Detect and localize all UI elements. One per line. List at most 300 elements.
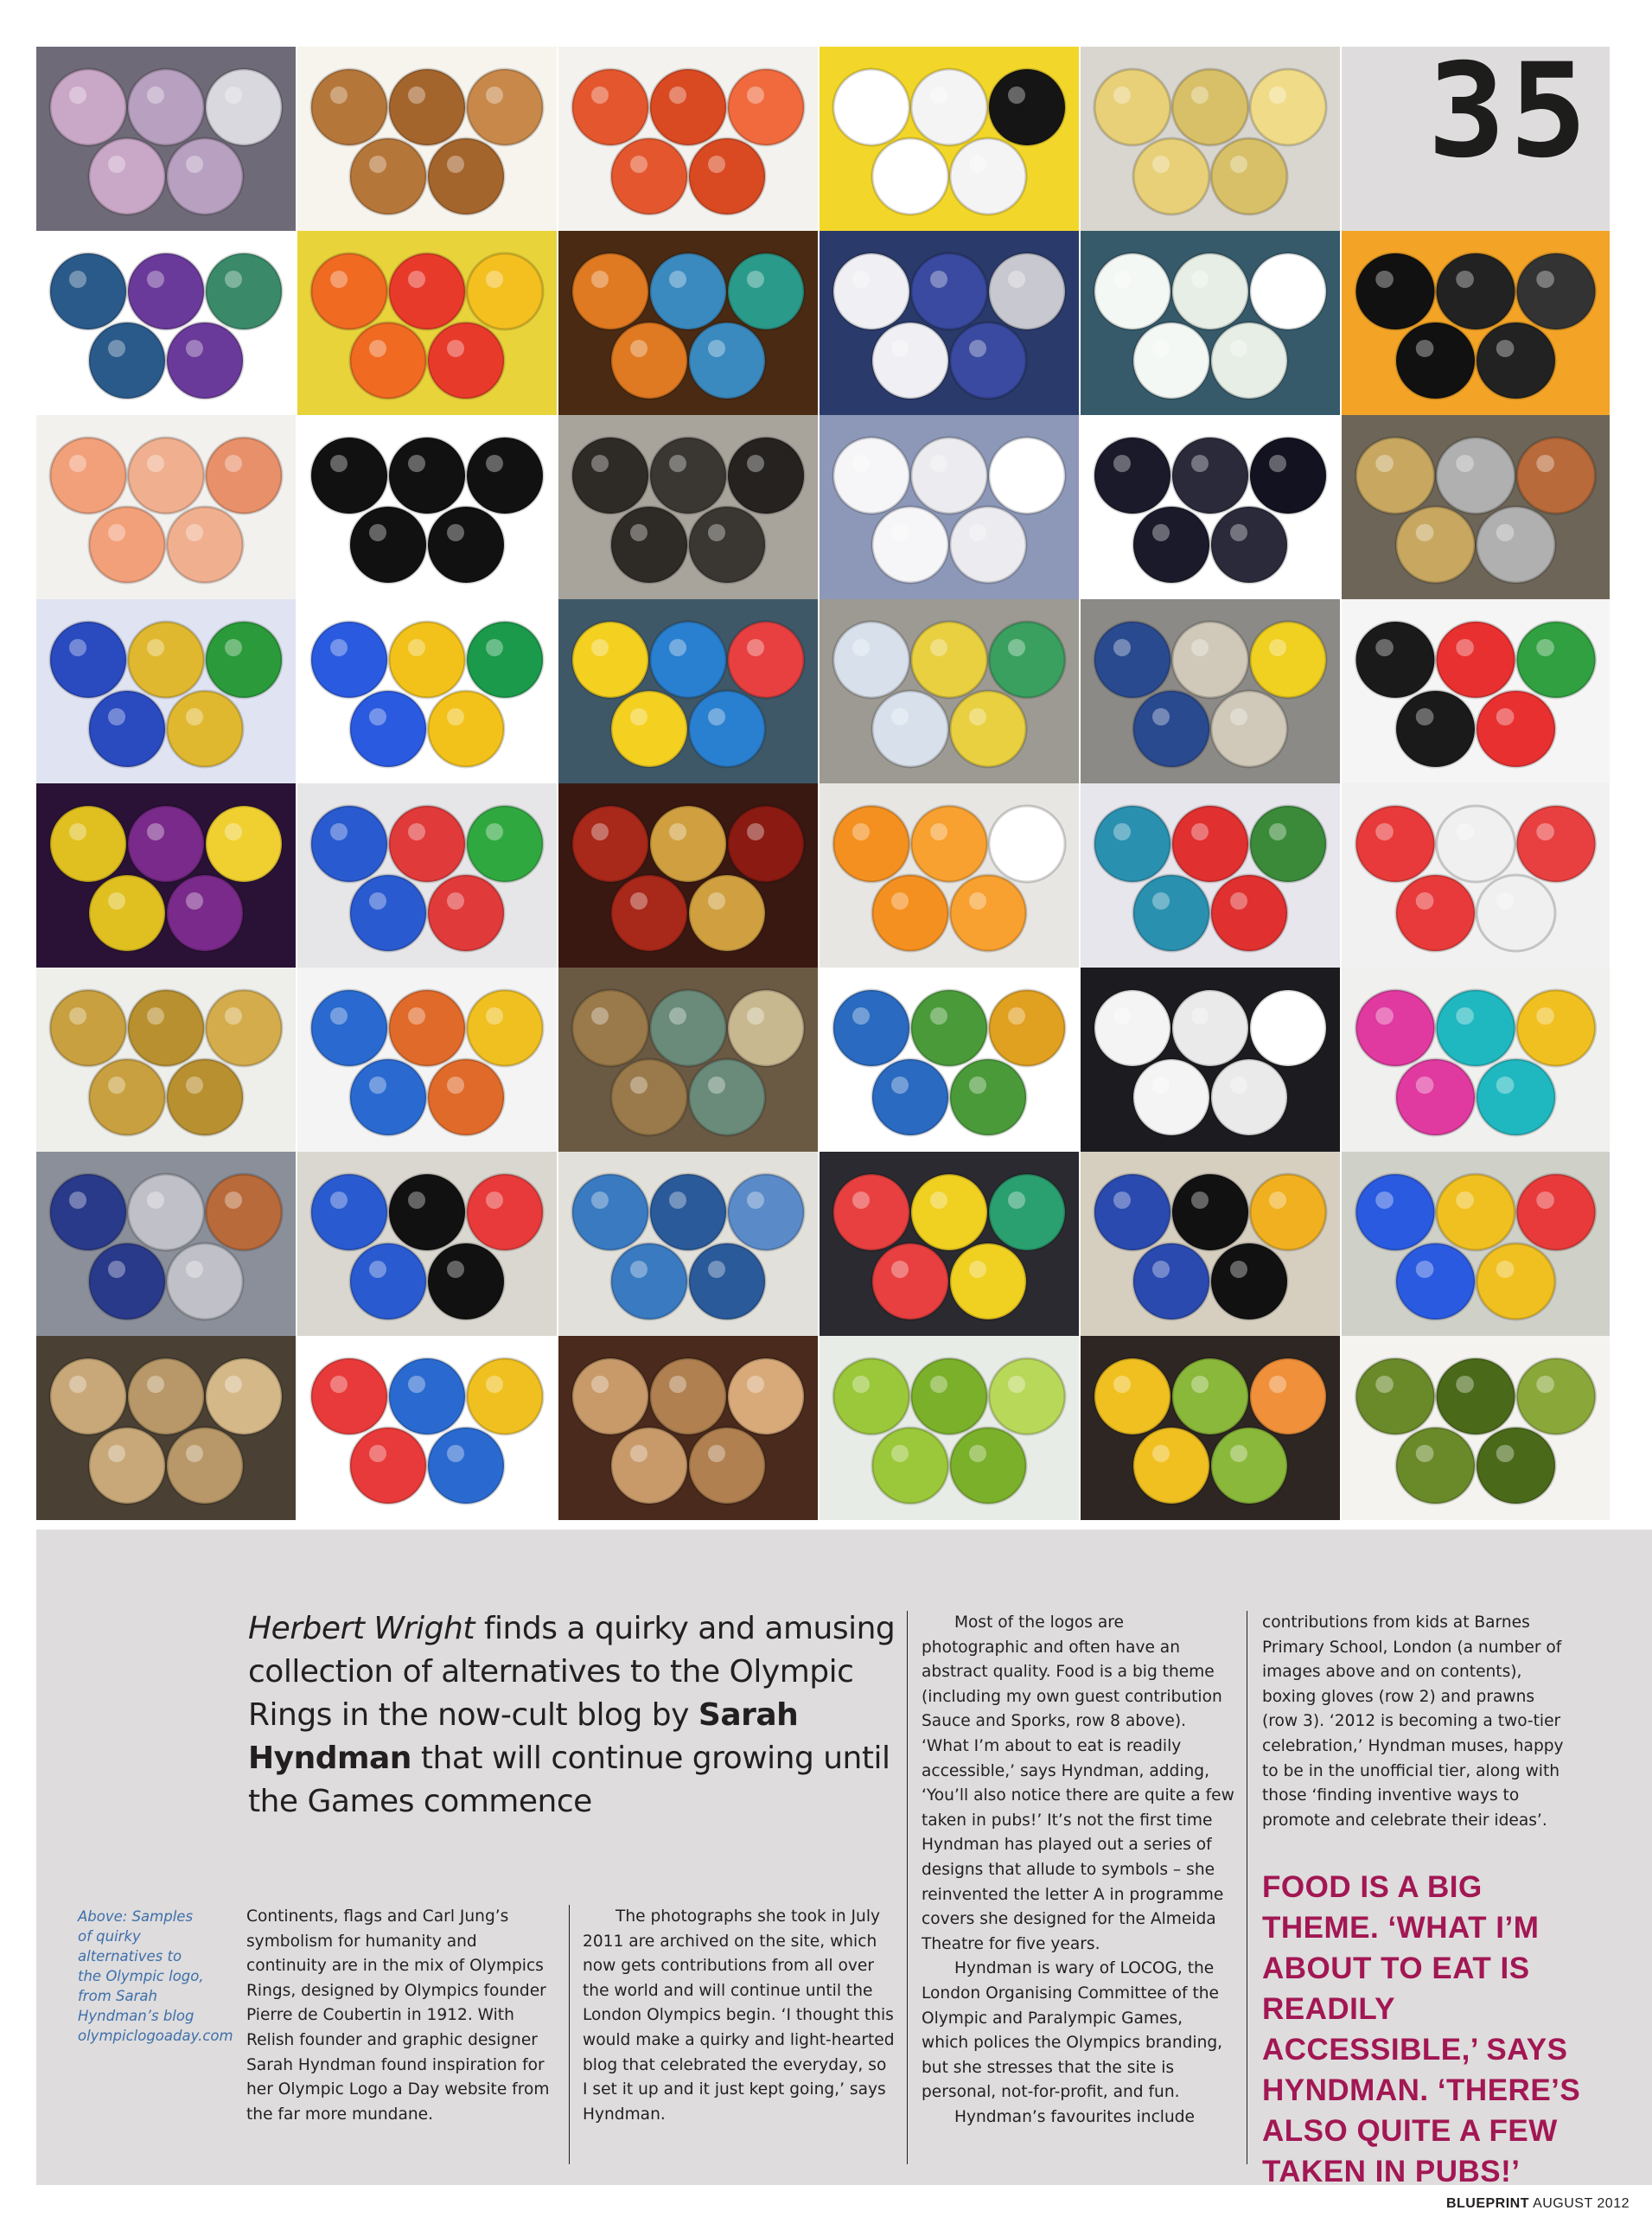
corks-tile [36,1336,296,1520]
ring-highlight [369,1445,386,1462]
ring-shape [611,875,687,951]
ring-shape [311,990,387,1066]
body-column-2 [583,1905,896,2127]
ring-shape [833,1358,909,1434]
ring-highlight [447,156,464,173]
ring-shape [350,1428,426,1504]
coins-tile-graphic [1342,415,1610,599]
ring-highlight [69,86,86,104]
ring-highlight [225,455,242,472]
ring-shape [1172,1174,1248,1250]
ring-shape [128,1358,204,1434]
beer-mats-tile [558,783,818,968]
ring-highlight [1113,271,1131,288]
ring-shape [1211,1059,1287,1135]
ring-shape [1396,507,1475,583]
rackets-tile-graphic [558,599,818,783]
ring-shape [467,69,543,145]
ring-shape [167,323,243,399]
ring-shape [1172,990,1248,1066]
ring-highlight [1416,1076,1434,1094]
plastic-rings-tile [297,599,557,783]
ring-shape [1517,806,1596,882]
ring-shape [572,622,648,698]
ring-highlight [108,1445,125,1462]
article-panel [36,1530,1652,2188]
ring-shape [206,253,282,329]
ring-highlight [1230,340,1247,357]
ring-shape [1396,875,1475,951]
ring-highlight [69,1191,86,1209]
ring-highlight [930,823,947,840]
ring-highlight [1269,1376,1286,1393]
ring-shape [206,990,282,1066]
ring-highlight [591,86,609,104]
ring-highlight [1191,639,1209,656]
body-paragraph: Continents, flags and Carl Jung’s symbolism for humanity and continuity are in the mix of Olympics Rings, designed by Olympics founder Pierre de Coubertin in 1912. With Relish founder and graphic designer Sarah Hyndman found inspiration for her Olympic Logo a Day website from the far more mundane. [246,1907,550,2124]
dice-tile [820,1152,1079,1336]
ring-highlight [1416,708,1434,725]
ring-highlight [1375,1007,1394,1025]
ring-highlight [186,524,203,541]
ring-highlight [1456,1191,1474,1209]
ring-shape [128,1174,204,1250]
ring-shape [833,806,909,882]
standfirst [248,1607,905,1824]
ring-shape [611,138,687,214]
ring-highlight [630,1076,647,1094]
ring-shape [167,875,243,951]
ring-shape [467,1174,543,1250]
ring-shape [1211,323,1287,399]
body-paragraph: Most of the logos are photographic and often have an abstract quality. Food is a big theme (including my own guest contribution Sauce and Sporks, row 8 above). ‘What I’m about to eat is readily accessible,’ says Hyndman, adding, ‘You’ll also notice there are quite a few taken in pubs!’ It’s not the first time Hyndman has played out a series of designs that allude to symbols – she reinvented the letter A in programme covers she designed for the Almeida Theatre for five years. [922,1613,1234,1953]
ring-highlight [330,455,348,472]
ring-shape [689,875,765,951]
ring-highlight [147,455,164,472]
ring-shape [728,1358,804,1434]
ring-highlight [669,86,686,104]
ring-highlight [1496,708,1515,725]
ring-shape [911,622,987,698]
sport-balls-tile [1081,599,1340,783]
ring-highlight [330,639,348,656]
ring-highlight [1008,1007,1025,1025]
containers-tile-graphic [1342,1152,1610,1336]
ring-highlight [891,156,909,173]
ring-shape [689,691,765,767]
ring-highlight [1269,1191,1286,1209]
ring-highlight [225,86,242,104]
ring-shape [467,806,543,882]
ring-shape [950,1059,1026,1135]
ring-highlight [1536,1007,1554,1025]
toilet-rolls-tile-graphic [820,415,1079,599]
glass-bowls-tile-graphic [558,231,818,415]
ring-shape [989,253,1065,329]
ring-highlight [969,340,986,357]
ring-highlight [1269,639,1286,656]
ring-highlight [669,1376,686,1393]
ring-shape [1094,622,1170,698]
ring-shape [1250,1174,1326,1250]
ring-shape [833,622,909,698]
ring-highlight [630,892,647,910]
ring-highlight [1191,271,1209,288]
ring-shape [872,138,948,214]
ring-highlight [1375,823,1394,840]
ring-highlight [747,1376,764,1393]
ring-highlight [330,823,348,840]
ring-highlight [1375,455,1394,472]
ring-shape [872,1428,948,1504]
ring-shape [50,1358,126,1434]
ring-highlight [1008,86,1025,104]
ring-highlight [486,823,503,840]
ring-highlight [1113,86,1131,104]
ring-shape [1437,1358,1515,1434]
ring-highlight [1113,455,1131,472]
ring-shape [1517,990,1596,1066]
building-blocks-tile-graphic [297,783,557,968]
rolls-tile-graphic [558,1336,818,1520]
ring-shape [989,438,1065,514]
ring-shape [1094,438,1170,514]
ring-highlight [930,271,947,288]
ring-highlight [630,340,647,357]
bags-tile [820,599,1079,783]
ring-highlight [891,708,909,725]
ring-shape [1133,1243,1209,1319]
ring-highlight [747,271,764,288]
prawns-tile [36,415,296,599]
ring-shape [989,622,1065,698]
ring-highlight [1375,1191,1394,1209]
ring-shape [650,1358,726,1434]
ring-shape [1094,253,1170,329]
ring-shape [872,691,948,767]
ring-highlight [591,1191,609,1209]
ring-highlight [1152,340,1170,357]
ring-shape [1437,1174,1515,1250]
toilet-rolls-tile [820,415,1079,599]
ring-highlight [1191,1376,1209,1393]
ring-shape [1517,438,1596,514]
ring-shape [611,323,687,399]
ring-shape [311,806,387,882]
ring-shape [1356,990,1435,1066]
ring-highlight [330,1007,348,1025]
ring-shape [311,622,387,698]
ring-shape [650,253,726,329]
ring-shape [1211,1243,1287,1319]
ring-shape [167,1059,243,1135]
ring-highlight [108,892,125,910]
plastic-rings-tile-graphic [297,599,557,783]
ring-shape [128,253,204,329]
pretzels-tile [297,47,557,231]
ring-shape [728,806,804,882]
photos-tile [558,1152,818,1336]
ring-shape [1094,806,1170,882]
ring-highlight [1191,86,1209,104]
photo-caption: Above: Samples of quirky alternatives to the Olympic logo, from Sarah Hyndman’s blog olympiclogoaday.com [78,1908,233,2044]
sporks-tile [1081,231,1340,415]
body-column-1 [246,1905,559,2127]
ring-shape [689,138,765,214]
ring-highlight [1269,86,1286,104]
ring-shape [1396,691,1475,767]
ring-shape [311,1174,387,1250]
telephones-tile [558,968,818,1152]
ring-highlight [1375,639,1394,656]
glass-bowls-tile [558,231,818,415]
ring-highlight [330,1191,348,1209]
ring-shape [167,507,243,583]
ring-highlight [630,1445,647,1462]
pull-quote: FOOD IS A BIG THEME. ‘WHAT I’M ABOUT TO EAT IS READILY ACCESSIBLE,’ SAYS HYNDMAN. ‘THERE’S ALSO QUITE A FEW TAKEN IN PUBS!’ [1262,1870,1581,2188]
ring-shape [611,1059,687,1135]
ring-highlight [930,1007,947,1025]
ring-highlight [1269,1007,1286,1025]
ring-shape [89,1243,165,1319]
stopwatches-tile [1342,599,1610,783]
beer-mats-tile-graphic [558,783,818,968]
ring-shape [428,875,504,951]
ring-highlight [852,639,870,656]
blocks-tile-graphic [558,415,818,599]
ring-highlight [186,892,203,910]
ring-highlight [1456,271,1474,288]
ring-highlight [1536,1191,1554,1209]
page-number-box [1349,36,1610,231]
ring-shape [1477,507,1555,583]
ring-shape [572,438,648,514]
ring-highlight [1269,823,1286,840]
ring-highlight [1375,271,1394,288]
ring-shape [389,990,465,1066]
ring-shape [50,1174,126,1250]
cymbals-tile-graphic [36,968,296,1152]
glasses-print-tile [1081,415,1340,599]
ring-shape [89,1059,165,1135]
ring-shape [872,1243,948,1319]
fruit-plate-tile-graphic [1081,1336,1340,1520]
ring-highlight [1230,892,1247,910]
ring-highlight [408,1007,425,1025]
cookies-tile-graphic [1081,47,1340,231]
spirograph-tile [36,231,296,415]
ring-highlight [969,892,986,910]
ring-highlight [369,524,386,541]
ring-shape [311,438,387,514]
ring-shape [1437,806,1515,882]
ring-shape [1356,806,1435,882]
ring-highlight [891,524,909,541]
ring-shape [50,806,126,882]
ring-highlight [708,156,725,173]
sheets-tile [1081,968,1340,1152]
ring-highlight [330,1376,348,1393]
ring-highlight [708,708,725,725]
ring-shape [950,691,1026,767]
ring-highlight [225,1007,242,1025]
ring-highlight [891,892,909,910]
ring-shape [167,138,243,214]
ring-highlight [108,156,125,173]
ring-shape [1396,1243,1475,1319]
donut-rings-tile-graphic [820,47,1079,231]
ring-highlight [969,1445,986,1462]
ring-shape [428,323,504,399]
boxing-gloves-tile [820,231,1079,415]
ring-highlight [225,639,242,656]
ring-shape [350,875,426,951]
bottles-tile [1342,783,1610,968]
ring-highlight [486,1007,503,1025]
ring-highlight [108,708,125,725]
ring-highlight [1152,524,1170,541]
ring-highlight [1152,708,1170,725]
ring-shape [467,253,543,329]
ring-shape [911,990,987,1066]
ring-highlight [1230,1445,1247,1462]
ring-highlight [147,1376,164,1393]
building-blocks-tile [297,783,557,968]
ring-shape [428,138,504,214]
ring-shape [1477,1243,1555,1319]
blocks-tile [558,415,818,599]
ring-shape [89,138,165,214]
ring-highlight [930,455,947,472]
ring-shape [689,507,765,583]
ring-shape [428,691,504,767]
ring-shape [728,1174,804,1250]
ring-shape [989,990,1065,1066]
ring-shape [89,1428,165,1504]
ring-highlight [147,1007,164,1025]
pills-tile [36,47,296,231]
ring-highlight [486,455,503,472]
ring-shape [206,438,282,514]
ring-shape [572,69,648,145]
ring-highlight [1008,1376,1025,1393]
ring-shape [350,691,426,767]
balls-tile [36,599,296,783]
ring-shape [389,622,465,698]
sport-balls-tile-graphic [1081,599,1340,783]
ring-shape [572,1358,648,1434]
ring-highlight [69,455,86,472]
body-column-3 [922,1611,1234,2130]
ring-shape [467,1358,543,1434]
ring-shape [1211,875,1287,951]
dice-tile-graphic [820,1152,1079,1336]
ring-shape [872,323,948,399]
corks-tile-graphic [36,1336,296,1520]
ring-shape [89,691,165,767]
twist-ties-tile-graphic [1081,783,1340,968]
ring-shape [1356,1174,1435,1250]
ring-shape [989,1358,1065,1434]
ring-shape [989,806,1065,882]
ring-shape [1396,323,1475,399]
ring-highlight [1113,1007,1131,1025]
ring-shape [1172,438,1248,514]
kiwi-slices-tile-graphic [820,1336,1079,1520]
sauce-caps-tile [558,47,818,231]
cookies-tile [1081,47,1340,231]
ring-highlight [930,1376,947,1393]
cymbals-tile [36,968,296,1152]
ring-highlight [369,340,386,357]
body-paragraph: The photographs she took in July 2011 are archived on the site, which now gets contributions from all over the world and will continue until the London Olympics begin. ‘I thought this would make a quirky and light-hearted blog that celebrated the everyday, so I set it up and it just kept going,’ says Hyndman. [583,1907,895,2124]
ring-highlight [225,1191,242,1209]
ring-shape [167,1428,243,1504]
ring-highlight [1536,823,1554,840]
ring-shape [572,806,648,882]
ring-shape [50,69,126,145]
ring-highlight [747,86,764,104]
ring-highlight [447,708,464,725]
ring-highlight [630,708,647,725]
photos-tile-graphic [558,1152,818,1336]
ring-highlight [369,1261,386,1278]
ring-highlight [486,639,503,656]
ring-highlight [186,1076,203,1094]
ring-shape [89,875,165,951]
ring-highlight [969,524,986,541]
ring-highlight [852,823,870,840]
ring-shape [950,507,1026,583]
ring-highlight [669,1007,686,1025]
ring-highlight [630,524,647,541]
ring-shape [833,990,909,1066]
rolls-tile [558,1336,818,1520]
ring-shape [1133,875,1209,951]
sauce-caps-tile-graphic [558,47,818,231]
ring-shape [389,69,465,145]
ring-shape [989,1174,1065,1250]
ring-shape [689,323,765,399]
ring-highlight [1230,156,1247,173]
ring-highlight [1008,1191,1025,1209]
sporks-tile-graphic [1081,231,1340,415]
fruit-plate-tile [1081,1336,1340,1520]
ring-shape [1477,875,1555,951]
body-paragraph: Hyndman’s favourites include [954,2107,1195,2126]
globes-tile [820,968,1079,1152]
ring-highlight [969,156,986,173]
ring-highlight [1375,1376,1394,1393]
ring-highlight [1416,340,1434,357]
ring-highlight [69,639,86,656]
ring-highlight [1191,1191,1209,1209]
globes-tile-graphic [820,968,1079,1152]
creme-eggs-tile [36,783,296,968]
body-column-4 [1262,1611,1575,1833]
ring-shape [350,323,426,399]
ring-shape [650,69,726,145]
ring-shape [428,507,504,583]
ring-highlight [369,892,386,910]
ring-shape [572,990,648,1066]
ring-shape [350,138,426,214]
ring-highlight [486,1191,503,1209]
sprouts-tile-graphic [1342,1336,1610,1520]
ring-highlight [369,156,386,173]
ring-shape [428,1428,504,1504]
ring-highlight [225,823,242,840]
